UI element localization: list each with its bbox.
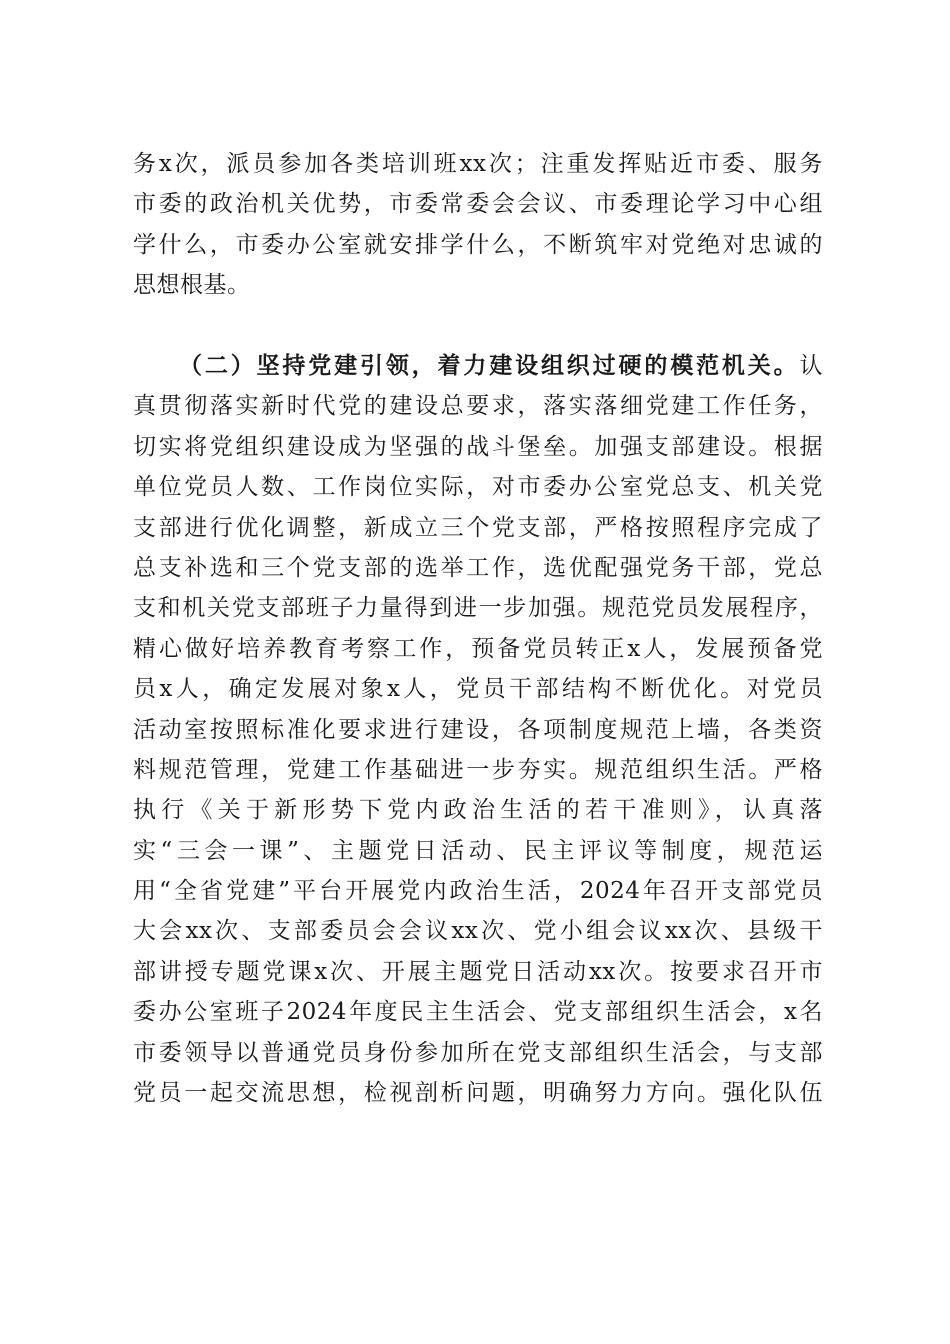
paragraph-1-line-3: 学什么，市委办公室就安排学什么，不断筑牢对党绝对忠诚的 [133,231,823,258]
paragraph-2-line-3: 切实将党组织建设成为坚强的战斗堡垒。加强支部建设。根据 [133,433,823,460]
paragraph-1-line-1: 务x次，派员参加各类培训班xx次；注重发挥贴近市委、服务 [133,151,823,177]
paragraph-2-line-5: 支部进行优化调整，新成立三个党支部，严格按照程序完成了 [133,514,823,541]
heading-line-rest: 认 [799,353,823,379]
section-heading: （二）坚持党建引领，着力建设组织过硬的模范机关。 [179,352,800,379]
paragraph-2 [133,346,823,1113]
paragraph-2-line-7: 支和机关党支部班子力量得到进一步加强。规范党员发展程序， [133,595,823,622]
paragraph-2-line-14: 用“全省党建”平台开展党内政治生活，2024年召开支部党员 [133,878,823,905]
paragraph-2-line-15: 大会xx次、支部委员会会议xx次、党小组会议xx次、县级干 [133,918,823,945]
paragraph-2-line-19: 党员一起交流思想，检视剖析问题，明确努力方向。强化队伍 [133,1080,823,1107]
paragraph-2-line-18: 市委领导以普通党员身份参加所在党支部组织生活会，与支部 [133,1039,823,1066]
paragraph-2-line-13: 实“三会一课”、主题党日活动、民主评议等制度，规范运 [133,837,823,864]
paragraph-2-line-10: 活动室按照标准化要求进行建设，各项制度规范上墙，各类资 [133,716,823,743]
paragraph-1 [133,144,823,306]
paragraph-2-line-9: 员x人，确定发展对象x人，党员干部结构不断优化。对党员 [133,676,823,703]
paragraph-2-line-4: 单位党员人数、工作岗位实际，对市委办公室党总支、机关党 [133,474,823,501]
paragraph-2-line-12: 执行《关于新形势下党内政治生活的若干准则》，认真落 [133,797,823,824]
paragraph-1-line-2: 市委的政治机关优势，市委常委会会议、市委理论学习中心组 [133,191,823,218]
paragraph-2-line-16: 部讲授专题党课x次、开展主题党日活动xx次。按要求召开市 [133,958,823,985]
paragraph-2-line-17: 委办公室班子2024年度民主生活会、党支部组织生活会，x名 [133,999,823,1026]
paragraph-1-line-4: 思想根基。 [133,272,251,299]
paragraph-2-line-11: 料规范管理，党建工作基础进一步夯实。规范组织生活。严格 [133,756,823,783]
paragraph-2-line-6: 总支补选和三个党支部的选举工作，选优配强党务干部，党总 [133,554,823,581]
paragraph-2-line-2: 真贯彻落实新时代党的建设总要求，落实落细党建工作任务， [133,393,823,420]
paragraph-2-line-1 [133,346,823,386]
paragraph-2-line-8: 精心做好培养教育考察工作，预备党员转正x人，发展预备党 [133,635,823,662]
